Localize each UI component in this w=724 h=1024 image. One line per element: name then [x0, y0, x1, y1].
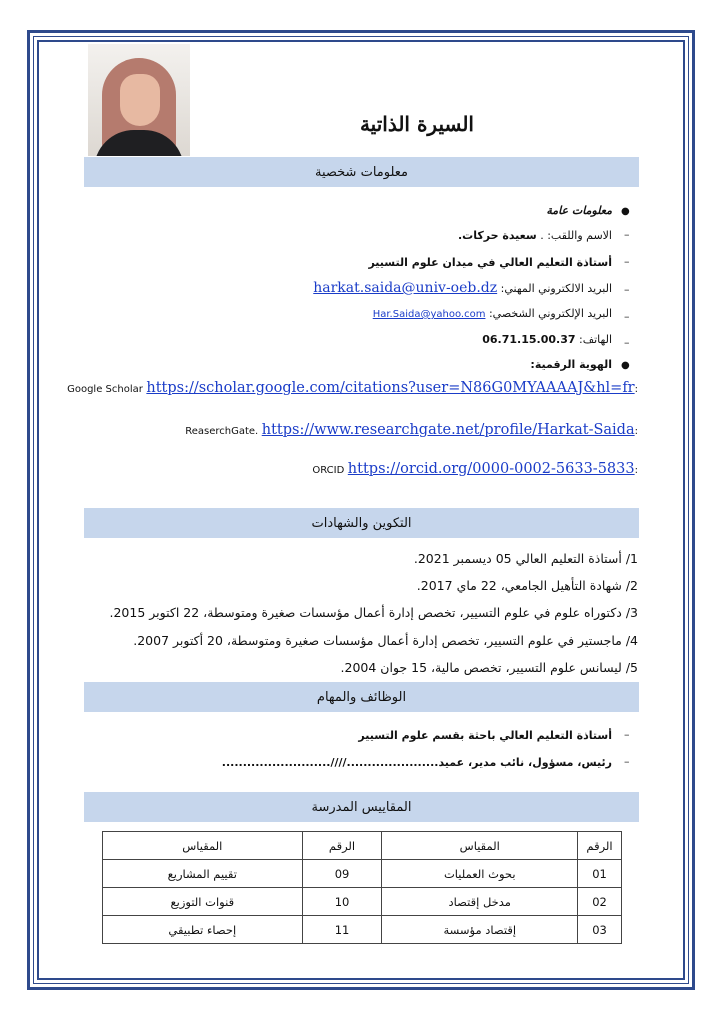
email-pro-link[interactable]: harkat.saida@univ-oeb.dz: [313, 280, 498, 296]
table-header-cell: المقياس: [382, 832, 578, 860]
table-header-cell: الرقم: [302, 832, 382, 860]
researchgate-link[interactable]: https://www.researchgate.net/profile/Harkat-Saida: [261, 422, 635, 438]
table-cell: بحوث العمليات: [382, 860, 578, 888]
section-courses: المقاييس المدرسة: [84, 792, 639, 822]
table-row: [103, 860, 622, 888]
name-label: الاسم واللقب: .: [540, 229, 612, 242]
phone-label: الهاتف:: [579, 333, 612, 346]
education-item: 3/ دكتوراه علوم في علوم التسيير، تخصص إدارة أعمال مؤسسات صغيرة ومتوسطة، 22 اكتوبر 2015.: [109, 605, 638, 620]
dash-icon: –: [624, 228, 630, 241]
email-personal-line: [373, 307, 612, 320]
dash-icon: –: [624, 255, 630, 268]
table-cell: 10: [302, 888, 382, 916]
table-cell: 11: [302, 916, 382, 944]
bullet-icon: ●: [621, 360, 630, 371]
digital-id-researchgate: [185, 422, 638, 438]
phone-value: 06.71.15.00.37: [482, 333, 576, 346]
table-header-row: [103, 832, 622, 860]
education-item: 4/ ماجستير في علوم التسيير، تخصص إدارة أعمال مؤسسات صغيرة ومتوسطة، 20 أكتوبر 2007.: [133, 633, 638, 648]
page-title: السيرة الذاتية: [359, 112, 474, 136]
position-line: أستاذة التعليم العالي في ميدان علوم التسيير: [368, 256, 612, 269]
table-row: [103, 888, 622, 916]
orcid-link[interactable]: https://orcid.org/0000-0002-5633-5833: [347, 461, 635, 477]
digital-id-scholar: [67, 380, 638, 396]
dash-icon: –: [624, 755, 630, 768]
education-item: 5/ ليسانس علوم التسيير، تخصص مالية، 15 جوان 2004.: [340, 660, 638, 675]
table-cell: قنوات التوزيع: [103, 888, 303, 916]
email-personal-link[interactable]: Har.Saida@yahoo.com: [372, 309, 486, 320]
table-row: [103, 916, 622, 944]
scholar-label: :Google Scholar: [67, 384, 638, 395]
table-cell: 02: [578, 888, 622, 916]
job-item: أستاذة التعليم العالي باحثة بقسم علوم التسيير: [358, 729, 612, 742]
email-personal-label: البريد الإلكتروني الشخصي:: [488, 307, 612, 320]
table-cell: إقتصاد مؤسسة: [382, 916, 578, 944]
dash-icon: –: [624, 728, 630, 741]
bullet-icon: ●: [621, 206, 630, 217]
table-cell: 03: [578, 916, 622, 944]
education-item: 1/ أستاذة التعليم العالي 05 ديسمبر 2021.: [413, 551, 638, 566]
name-line: [458, 229, 612, 242]
dash-icon: –: [624, 283, 630, 296]
table-cell: 09: [302, 860, 382, 888]
table-cell: 01: [578, 860, 622, 888]
general-info-heading: معلومات عامة: [546, 204, 612, 217]
digital-id-orcid: [312, 461, 638, 477]
scholar-link[interactable]: https://scholar.google.com/citations?user=N86G0MYAAAAJ&hl=fr: [146, 380, 635, 396]
courses-table: [102, 831, 622, 944]
dash-icon: –: [624, 336, 630, 349]
section-personal-info: معلومات شخصية: [84, 157, 639, 187]
job-item: رئيس، مسؤول، نائب مدير، عميد......................////..........................: [221, 756, 612, 769]
section-education: التكوين والشهادات: [84, 508, 639, 538]
table-cell: إحصاء تطبيقي: [103, 916, 303, 944]
table-header-cell: المقياس: [103, 832, 303, 860]
table-cell: مدخل إقتصاد: [382, 888, 578, 916]
digital-id-heading: الهوية الرقمية:: [530, 358, 612, 371]
dash-icon: –: [624, 310, 630, 323]
table-header-cell: الرقم: [578, 832, 622, 860]
table-cell: تقييم المشاريع: [103, 860, 303, 888]
profile-photo: [88, 44, 190, 156]
section-jobs: الوظائف والمهام: [84, 682, 639, 712]
email-pro-label: البريد الالكتروني المهني:: [500, 282, 612, 295]
researchgate-label: :ReaserchGate.: [185, 426, 638, 437]
name-value: سعيدة حركات.: [457, 229, 537, 242]
phone-line: [482, 333, 612, 346]
email-pro-line: [313, 280, 612, 296]
education-item: 2/ شهادة التأهيل الجامعي، 22 ماي 2017.: [416, 578, 638, 593]
orcid-label: :ORCID: [312, 465, 638, 476]
